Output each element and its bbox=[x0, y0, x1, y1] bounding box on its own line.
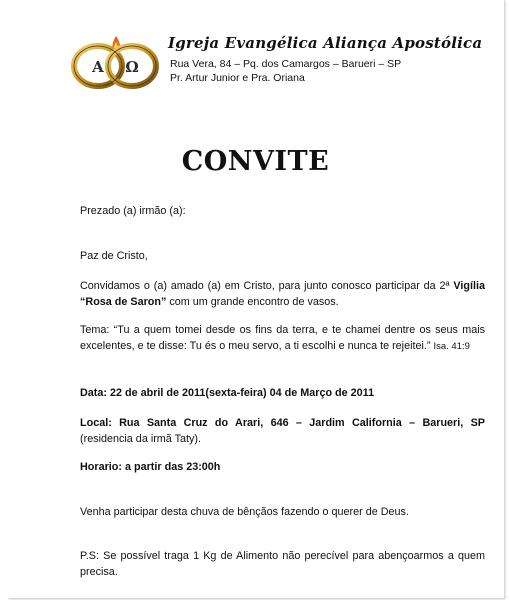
church-pastors: Pr. Artur Junior e Pra. Oriana bbox=[170, 72, 305, 84]
invitation-paragraph bbox=[80, 278, 485, 310]
location-paragraph bbox=[80, 415, 485, 447]
location-note: (residencia da irmã Taty). bbox=[80, 433, 202, 445]
church-address: Rua Vera, 84 – Pq. dos Camargos – Barueri – SP bbox=[170, 58, 402, 70]
postscript: P.S: Se possível traga 1 Kg de Alimento não perecível para abençoarmos a quem precisa. bbox=[80, 550, 485, 578]
event-date: Data: 22 de abril de 2011(sexta-feira) 04 de Março de 2011 bbox=[80, 387, 375, 399]
vigil-name: Vigília “Rosa de Saron” bbox=[80, 280, 485, 308]
event-location: Local: Rua Santa Cruz do Arari, 646 – Jardim California – Barueri, SP bbox=[80, 417, 485, 429]
event-time: Horario: a partir das 23:00h bbox=[80, 461, 221, 473]
logo-omega-letter: Ω bbox=[125, 58, 139, 76]
theme-text: Tema: “Tu a quem tomei desde os fins da terra, e te chamei dentre os seus mais excelentes, e te disse: Tu és o meu servo, a ti escolhi e nunca te rejeitei.” bbox=[80, 324, 485, 352]
closing-line: Venha participar desta chuva de bênçãos fazendo o querer de Deus. bbox=[80, 506, 409, 518]
theme-paragraph bbox=[80, 322, 485, 355]
invitation-text-start: Convidamos o (a) amado (a) em Cristo, para junto conosco participar da 2ª bbox=[80, 280, 450, 292]
peace-line: Paz de Cristo, bbox=[80, 250, 148, 262]
bible-reference: Isa. 41:9 bbox=[433, 341, 470, 352]
church-logo-rings-flame bbox=[66, 30, 166, 92]
church-name: Igreja Evangélica Aliança Apostólica bbox=[168, 34, 483, 52]
invitation-text-end: com um grande encontro de vasos. bbox=[166, 296, 339, 308]
document-title: CONVITE bbox=[181, 146, 330, 177]
greeting: Prezado (a) irmão (a): bbox=[80, 205, 186, 217]
logo-alpha-letter: A bbox=[92, 58, 104, 76]
